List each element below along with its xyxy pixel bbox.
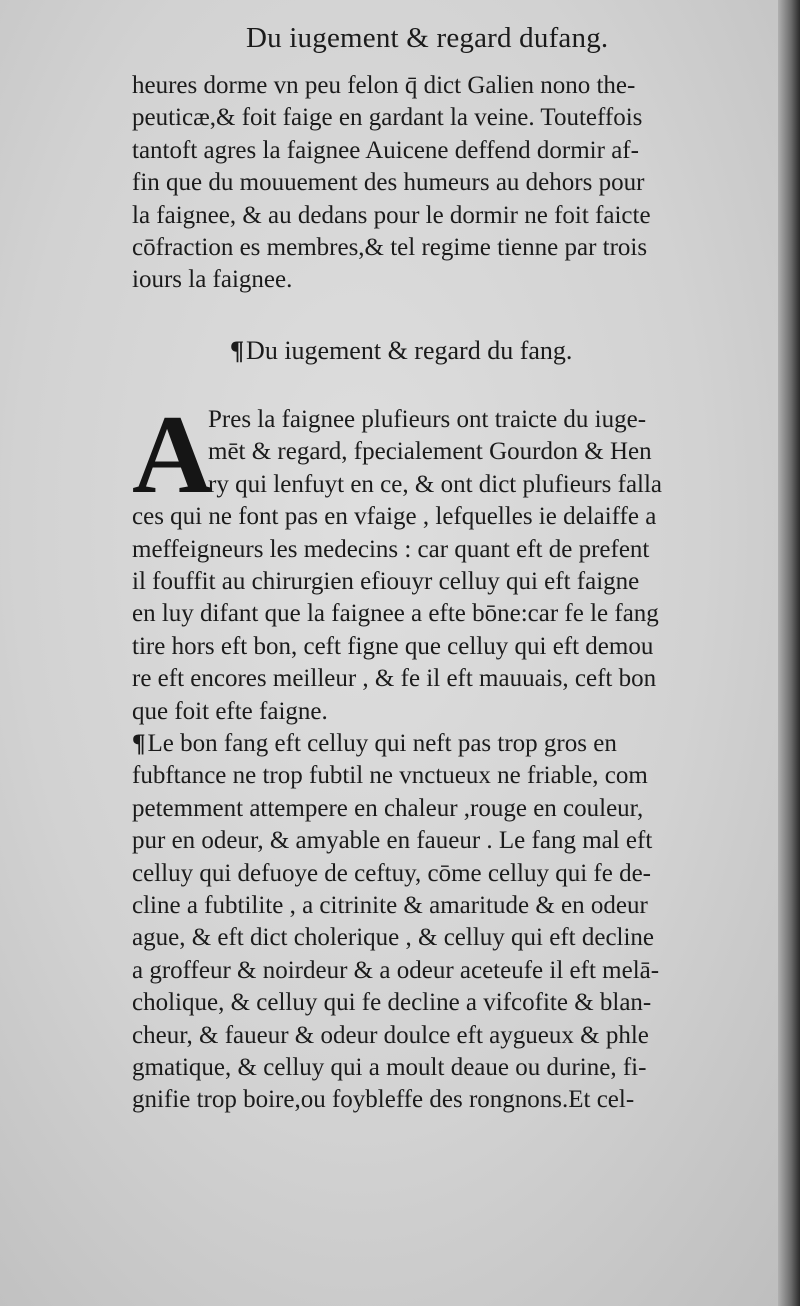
text-line: ague, & eft dict cholerique , & celluy qui eft decline	[132, 924, 655, 952]
text-line: cholique, & celluy qui fe decline a vifcofite & blan-	[132, 989, 652, 1017]
text-line: iours la faignee.	[132, 266, 293, 294]
text-line: cheur, & faueur & odeur doulce eft aygueux & phle	[132, 1021, 649, 1049]
text-line: ces qui ne font pas en vfaige , lefquelles ie delaiffe a	[132, 503, 657, 531]
drop-cap: A	[132, 393, 213, 517]
text-line: la faignee, & au dedans pour le dormir ne foit faicte	[132, 201, 651, 229]
running-head: Du iugement & regard dufang.	[246, 22, 609, 54]
text-line: fin que du mouuement des humeurs au dehors pour	[132, 169, 645, 197]
paragraph-2	[132, 393, 752, 728]
text-line: peuticæ,& foit faige en gardant la veine. Touteffois	[132, 104, 643, 132]
text-line: petemment attempere en chaleur ,rouge en couleur,	[132, 794, 644, 822]
text-line: celluy qui defuoye de ceftuy, cōme celluy qui fe de-	[132, 859, 651, 887]
text-line-content: Le bon fang eft celluy qui neft pas trop gros en	[147, 730, 617, 757]
section-heading	[230, 336, 572, 366]
text-line: mēt & regard, fpecialement Gourdon & Hen	[208, 438, 652, 466]
text-line: en luy difant que la faignee a efte bōne:car fe le fang	[132, 600, 659, 628]
section-heading-text: Du iugement & regard du fang.	[246, 336, 573, 365]
text-line: meffeigneurs les medecins : car quant eft de prefent	[132, 535, 650, 563]
text-line: a groffeur & noirdeur & a odeur aceteufe il eft melā-	[132, 956, 660, 984]
pilcrow-mark: ¶	[230, 336, 245, 365]
text-line: gmatique, & celluy qui a moult deaue ou durine, fi-	[132, 1053, 647, 1081]
page-gutter-shadow	[778, 0, 800, 1306]
text-line: tire hors eft bon, ceft figne que celluy qui eft demou	[132, 632, 654, 660]
text-line: re eft encores meilleur , & fe il eft mauuais, ceft bon	[132, 665, 657, 693]
text-line: heures dorme vn peu felon q̄ dict Galien nono the-	[132, 72, 636, 99]
text-line: pur en odeur, & amyable en faueur . Le fang mal eft	[132, 827, 653, 855]
paragraph-3	[132, 728, 752, 1117]
text-line: gnifie trop boire,ou foybleffe des rongnons.Et cel-	[132, 1086, 635, 1114]
paragraph-1	[132, 70, 752, 297]
text-line: fubftance ne trop fubtil ne vnctueux ne friable, com	[132, 762, 648, 790]
text-line: il fouffit au chirurgien efiouyr celluy qui eft faigne	[132, 567, 640, 595]
text-line: ry qui lenfuyt en ce, & ont dict plufieurs falla	[208, 470, 663, 498]
text-line: cōfraction es membres,& tel regime tienne par trois	[132, 233, 648, 261]
text-line: tantoft agres la faignee Auicene deffend dormir af-	[132, 136, 639, 164]
text-line: que foit efte faigne.	[132, 697, 328, 725]
text-line: Pres la faignee plufieurs ont traicte du iuge-	[208, 406, 647, 433]
text-line: cline a fubtilite , a citrinite & amaritude & en odeur	[132, 891, 648, 919]
pilcrow-mark: ¶	[132, 730, 146, 757]
text-line	[132, 728, 752, 760]
